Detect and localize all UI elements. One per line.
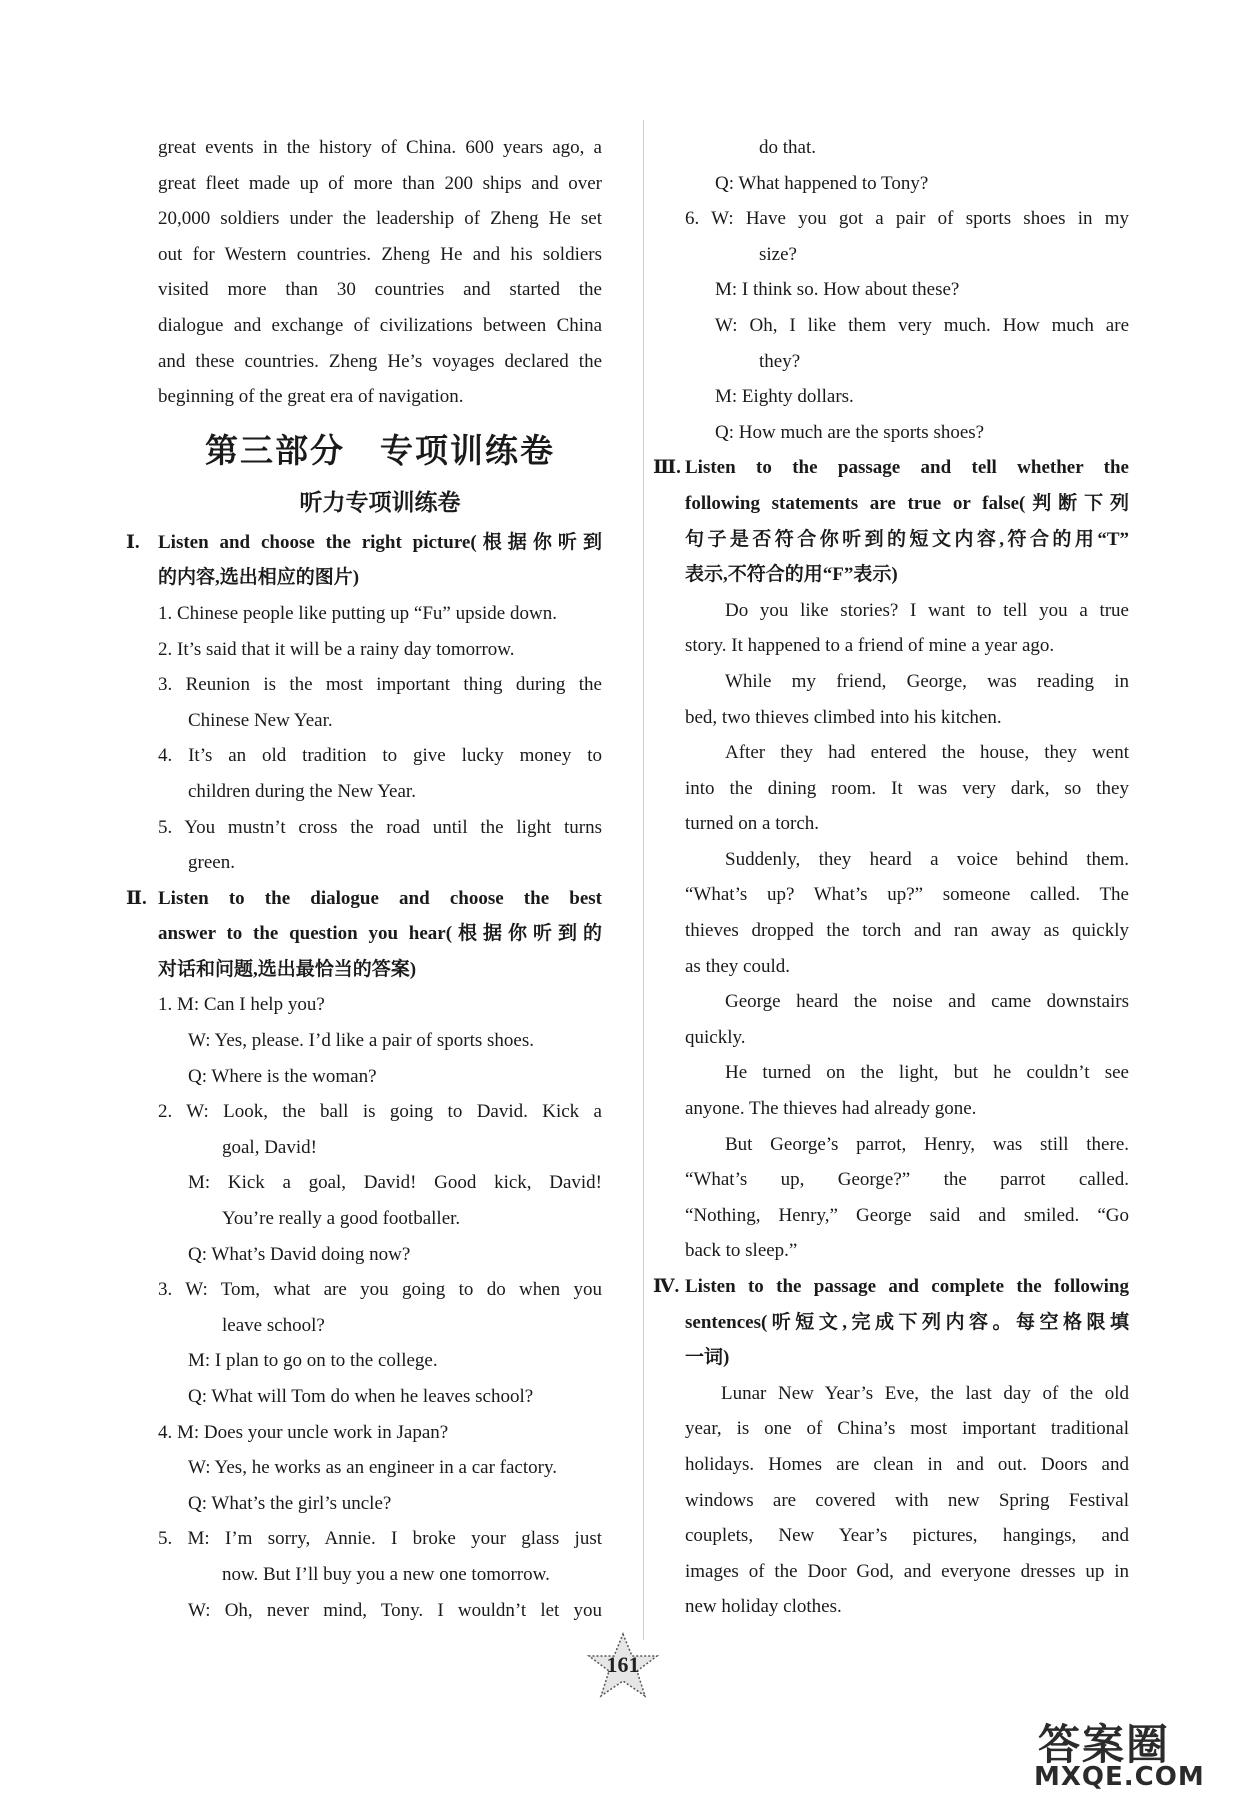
dialog-line: they?: [759, 350, 801, 372]
text-line: out for Western countries. Zheng He and his soldiers: [158, 243, 602, 265]
page-number: 161: [606, 1652, 640, 1677]
dialog-line: 1. M: Can I help you?: [158, 994, 325, 1016]
section-1: [126, 525, 602, 881]
section-4: [653, 1269, 1129, 1625]
dialog-line: 3. W: Tom, what are you going to do when you: [158, 1279, 602, 1301]
watermark-url: MXQE.COM: [1034, 1762, 1205, 1792]
passage-line: While my friend, George, was reading in: [725, 670, 1129, 692]
section-heading: 对话和问题,选出最恰当的答案): [158, 958, 417, 980]
dialog-line: W: Oh, I like them very much. How much are: [715, 314, 1129, 336]
passage-line: images of the Door God, and everyone dresses up in: [685, 1560, 1129, 1582]
passage-line: Suddenly, they heard a voice behind them.: [725, 848, 1129, 870]
dialog-line: W: Yes, please. I’d like a pair of sports shoes.: [188, 1030, 534, 1052]
passage-line: back to sleep.”: [685, 1240, 798, 1262]
page-number-badge: [583, 1632, 663, 1702]
dialog-line: now. But I’ll buy you a new one tomorrow.: [222, 1563, 550, 1585]
passage-line: holidays. Homes are clean in and out. Doors and: [685, 1453, 1129, 1475]
dialog-line: You’re really a good footballer.: [222, 1208, 461, 1230]
passage-line: Do you like stories? I want to tell you a true: [725, 599, 1129, 621]
text-line: visited more than 30 countries and started the: [158, 279, 602, 301]
text-line: great events in the history of China. 600 years ago, a: [158, 137, 602, 158]
text-line: 20,000 soldiers under the leadership of Zheng He set: [158, 208, 602, 230]
dialog-line: M: I plan to go on to the college.: [188, 1350, 438, 1372]
passage-line: windows are covered with new Spring Festival: [685, 1489, 1129, 1511]
section-heading: 句子是否符合你听到的短文内容,符合的用“T”: [685, 528, 1129, 550]
passage-line: But George’s parrot, Henry, was still there.: [725, 1133, 1129, 1155]
dialog-line: 4. M: Does your uncle work in Japan?: [158, 1421, 449, 1443]
section-heading: 一词): [685, 1347, 730, 1369]
section-2: [126, 881, 602, 1628]
dialog-line: Q: What will Tom do when he leaves school?: [188, 1386, 534, 1407]
passage-line: year, is one of China’s most important traditional: [685, 1418, 1129, 1440]
passage-line: Lunar New Year’s Eve, the last day of the old: [721, 1382, 1129, 1404]
column-divider: [643, 120, 644, 1640]
passage-line: into the dining room. It was very dark, so they: [685, 777, 1129, 799]
section-heading: Listen to the dialogue and choose the best: [158, 887, 602, 909]
list-item-cont: Chinese New Year.: [188, 709, 333, 731]
dialog-line: leave school?: [222, 1314, 325, 1336]
dialog-line: W: Oh, never mind, Tony. I wouldn’t let you: [188, 1599, 602, 1621]
dialog-line: Q: Where is the woman?: [188, 1065, 377, 1087]
section-heading: answer to the question you hear(根据你听到的: [158, 923, 602, 945]
left-column: [126, 130, 602, 1628]
list-item-cont: children during the New Year.: [188, 780, 416, 802]
dialog-line: Q: What happened to Tony?: [715, 172, 929, 194]
passage-line: “What’s up? What’s up?” someone called. The: [685, 884, 1129, 906]
text-line: beginning of the great era of navigation.: [158, 386, 464, 408]
passage-line: George heard the noise and came downstairs: [725, 991, 1129, 1013]
list-item: 1. Chinese people like putting up “Fu” upside down.: [158, 602, 557, 624]
dialog-line: M: I think so. How about these?: [715, 279, 960, 301]
list-item: 3. Reunion is the most important thing during the: [158, 674, 602, 696]
text-line: great fleet made up of more than 200 ships and over: [158, 172, 602, 194]
dialog-line: Q: How much are the sports shoes?: [715, 421, 985, 443]
dialog-line: Q: What’s David doing now?: [188, 1243, 411, 1265]
section-heading: Listen to the passage and complete the following: [685, 1276, 1129, 1297]
passage-line: couplets, New Year’s pictures, hangings, and: [685, 1525, 1129, 1547]
passage-line: new holiday clothes.: [685, 1596, 842, 1618]
dialog-line: goal, David!: [222, 1136, 317, 1158]
section-heading: Listen to the passage and tell whether the: [685, 457, 1129, 479]
section-subtitle: 听力专项训练卷: [299, 489, 461, 516]
part-title: 第三部分 专项训练卷: [205, 430, 555, 470]
dialog-line: do that.: [759, 137, 816, 158]
section-heading: Listen and choose the right picture(根据你听到: [158, 531, 602, 553]
section-heading: 表示,不符合的用“F”表示): [685, 564, 898, 586]
dialog-continuation: [685, 130, 1129, 450]
list-item: 5. You mustn’t cross the road until the light turns: [158, 816, 602, 838]
section-number: Ⅱ.: [126, 887, 147, 909]
section-heading: 的内容,选出相应的图片): [158, 567, 360, 589]
watermark-logo: [1030, 1712, 1235, 1796]
section-number: Ⅰ.: [126, 531, 140, 553]
text-line: dialogue and exchange of civilizations between China: [158, 314, 602, 336]
dialog-line: M: Kick a goal, David! Good kick, David!: [188, 1172, 602, 1194]
passage-line: thieves dropped the torch and ran away as quickly: [685, 920, 1129, 942]
dialog-line: 5. M: I’m sorry, Annie. I broke your glass just: [158, 1528, 602, 1550]
text-line: and these countries. Zheng He’s voyages declared the: [158, 350, 602, 372]
dialog-line: size?: [759, 243, 797, 265]
passage-line: “Nothing, Henry,” George said and smiled. “Go: [685, 1204, 1129, 1226]
watermark-text: 答案圈: [1038, 1720, 1171, 1769]
right-column: [653, 130, 1129, 1625]
section-heading: sentences(听短文,完成下列内容。每空格限填: [685, 1311, 1129, 1333]
passage-line: After they had entered the house, they went: [725, 742, 1129, 764]
dialog-line: M: Eighty dollars.: [715, 386, 854, 408]
passage-line: bed, two thieves climbed into his kitchen.: [685, 706, 1002, 728]
intro-paragraph: [158, 130, 602, 415]
passage-line: “What’s up, George?” the parrot called.: [685, 1169, 1129, 1191]
passage-line: anyone. The thieves had already gone.: [685, 1098, 977, 1120]
list-item: 2. It’s said that it will be a rainy day tomorrow.: [158, 638, 515, 660]
section-heading: following statements are true or false(判断下列: [685, 492, 1129, 514]
dialog-line: 2. W: Look, the ball is going to David. Kick a: [158, 1101, 602, 1123]
dialog-line: 6. W: Have you got a pair of sports shoes in my: [685, 208, 1129, 230]
dialog-line: W: Yes, he works as an engineer in a car factory.: [188, 1457, 557, 1479]
passage-line: turned on a torch.: [685, 813, 820, 835]
section-3: [653, 450, 1129, 1269]
section-number: Ⅲ.: [653, 457, 681, 479]
passage-line: as they could.: [685, 955, 791, 977]
passage-line: story. It happened to a friend of mine a year ago.: [685, 635, 1055, 657]
dialog-line: Q: What’s the girl’s uncle?: [188, 1492, 392, 1514]
passage-line: He turned on the light, but he couldn’t see: [725, 1062, 1129, 1084]
list-item: 4. It’s an old tradition to give lucky money to: [158, 745, 602, 767]
passage-line: quickly.: [685, 1026, 746, 1048]
list-item-cont: green.: [188, 852, 235, 874]
section-number: Ⅳ.: [653, 1276, 680, 1297]
